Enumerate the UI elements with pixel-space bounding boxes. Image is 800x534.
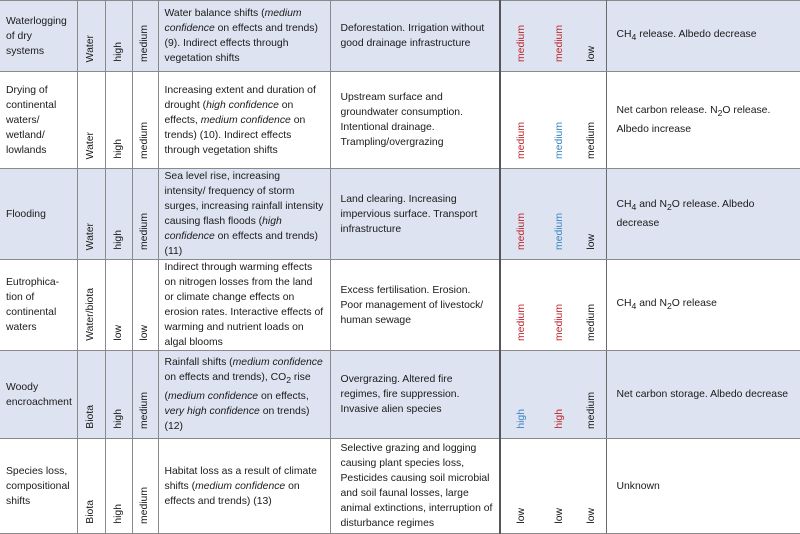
rating-1-text: medium xyxy=(515,25,527,62)
level-a-cell xyxy=(105,1,132,72)
land-driver-cell: Excess fertilisation. Erosion. Poor management of livestock/ human sewage xyxy=(330,260,500,351)
level-b-text: medium xyxy=(139,122,150,159)
domain-cell xyxy=(77,260,105,351)
rating-3-text: low xyxy=(585,234,597,250)
table-row xyxy=(0,351,800,439)
level-a-cell xyxy=(105,260,132,351)
rating-2-text: medium xyxy=(554,304,565,341)
climate-impact-cell: $CH_4$ release. Albedo decrease xyxy=(606,1,800,72)
climate-mechanism-cell: Rainfall shifts (medium confidence on effects and trends), $CO_2$ rise (medium confidence on effects, very high confidence on trends) (12) xyxy=(158,351,330,439)
land-driver-cell: Land clearing. Increasing impervious surface. Transport infrastructure xyxy=(330,169,500,260)
rating-3-cell xyxy=(578,439,606,534)
rating-2-cell xyxy=(542,72,578,169)
level-a-text: high xyxy=(112,409,124,429)
rating-3-cell xyxy=(578,351,606,439)
table-row xyxy=(0,169,800,260)
rating-2-text: low xyxy=(554,508,565,524)
rating-1-cell xyxy=(500,351,542,439)
land-driver-cell: Overgrazing. Altered fire regimes, fire suppression. Invasive alien species xyxy=(330,351,500,439)
climate-impact-cell: $CH_4$ and $N_2O$ release xyxy=(606,260,800,351)
domain-text: Water xyxy=(85,34,96,62)
level-b-text: medium xyxy=(139,25,150,62)
level-b-cell xyxy=(132,439,158,534)
domain-text: Water xyxy=(85,131,96,159)
table-body xyxy=(0,1,800,534)
climate-impact-cell: Net carbon storage. Albedo decrease xyxy=(606,351,800,439)
level-b-cell xyxy=(132,351,158,439)
rating-1-text: high xyxy=(515,409,527,429)
land-driver-cell: Upstream surface and groundwater consumption. Intentional drainage. Trampling/overgrazing xyxy=(330,72,500,169)
rating-1-text: low xyxy=(515,508,527,524)
rating-2-cell xyxy=(542,439,578,534)
rating-1-cell xyxy=(500,260,542,351)
rating-3-cell xyxy=(578,1,606,72)
phenomenon-cell: Waterlogging of dry systems xyxy=(0,1,77,72)
level-a-cell xyxy=(105,169,132,260)
rating-3-text: low xyxy=(585,46,597,62)
level-b-cell xyxy=(132,169,158,260)
land-driver-cell: Deforestation. Irrigation without good drainage infrastructure xyxy=(330,1,500,72)
phenomenon-cell: Drying of continental waters/ wetland/ lowlands xyxy=(0,72,77,169)
climate-mechanism-cell: Sea level rise, increasing intensity/ frequency of storm surges, increasing rainfall intensity causing flash floods (high confidence on effects and trends) (11) xyxy=(158,169,330,260)
domain-cell xyxy=(77,1,105,72)
domain-text: Water xyxy=(85,222,96,250)
climate-impact-cell: Unknown xyxy=(606,439,800,534)
rating-3-text: medium xyxy=(585,304,597,341)
rating-3-text: medium xyxy=(585,122,597,159)
rating-1-text: medium xyxy=(515,304,527,341)
domain-text: Water/biota xyxy=(85,288,96,341)
rating-1-cell xyxy=(500,1,542,72)
domain-cell xyxy=(77,439,105,534)
level-b-cell xyxy=(132,1,158,72)
rating-3-cell xyxy=(578,169,606,260)
level-b-cell xyxy=(132,260,158,351)
climate-impact-cell: $CH_4$ and $N_2O$ release. Albedo decrease xyxy=(606,169,800,260)
land-driver-cell: Selective grazing and logging causing plant species loss, Pesticides causing soil microbial and soil faunal losses, large animal extinctions, interruption of disturbance regimes xyxy=(330,439,500,534)
rating-2-text: medium xyxy=(554,122,565,159)
level-a-cell xyxy=(105,72,132,169)
climate-impact-cell: Net carbon release. $N_2O$ release. Albedo increase xyxy=(606,72,800,169)
rating-2-cell xyxy=(542,260,578,351)
climate-mechanism-cell: Indirect through warming effects on nitrogen losses from the land or climate change effects on erosion rates. Interactive effects of warming and nutrient loads on algal blooms xyxy=(158,260,330,351)
rating-2-text: high xyxy=(554,409,565,429)
table-row xyxy=(0,72,800,169)
table-row xyxy=(0,439,800,534)
level-b-text: medium xyxy=(139,487,150,524)
level-b-cell xyxy=(132,72,158,169)
table-row xyxy=(0,1,800,72)
level-b-text: low xyxy=(139,325,150,341)
phenomenon-cell: Species loss, compositional shifts xyxy=(0,439,77,534)
rating-2-text: medium xyxy=(554,25,565,62)
climate-mechanism-cell: Water balance shifts (medium confidence on effects and trends) (9). Indirect effects through vegetation shifts xyxy=(158,1,330,72)
rating-2-cell xyxy=(542,1,578,72)
level-a-cell xyxy=(105,351,132,439)
level-b-text: medium xyxy=(139,213,150,250)
level-a-text: high xyxy=(112,139,124,159)
level-a-text: high xyxy=(112,504,124,524)
rating-3-text: low xyxy=(585,508,597,524)
rating-2-cell xyxy=(542,351,578,439)
level-a-text: low xyxy=(112,325,124,341)
climate-mechanism-cell: Increasing extent and duration of drought (high confidence on effects, medium confidence on trends) (10). Indirect effects through vegetation shifts xyxy=(158,72,330,169)
domain-text: Biota xyxy=(85,500,96,524)
phenomenon-cell: Eutrophica-tion of continental waters xyxy=(0,260,77,351)
domain-cell xyxy=(77,72,105,169)
rating-1-cell xyxy=(500,169,542,260)
rating-1-text: medium xyxy=(515,122,527,159)
domain-cell xyxy=(77,351,105,439)
rating-1-text: medium xyxy=(515,213,527,250)
rating-3-cell xyxy=(578,260,606,351)
rating-3-text: medium xyxy=(585,392,597,429)
domain-text: Biota xyxy=(85,405,96,429)
domain-cell xyxy=(77,169,105,260)
phenomenon-cell: Flooding xyxy=(0,169,77,260)
level-a-text: high xyxy=(112,230,124,250)
rating-2-cell xyxy=(542,169,578,260)
rating-2-text: medium xyxy=(554,213,565,250)
rating-1-cell xyxy=(500,72,542,169)
climate-mechanism-cell: Habitat loss as a result of climate shifts (medium confidence on effects and trends) (13) xyxy=(158,439,330,534)
rating-1-cell xyxy=(500,439,542,534)
table-row xyxy=(0,260,800,351)
level-a-cell xyxy=(105,439,132,534)
level-a-text: high xyxy=(112,42,124,62)
level-b-text: medium xyxy=(139,392,150,429)
phenomenon-cell: Woody encroachment xyxy=(0,351,77,439)
rating-3-cell xyxy=(578,72,606,169)
